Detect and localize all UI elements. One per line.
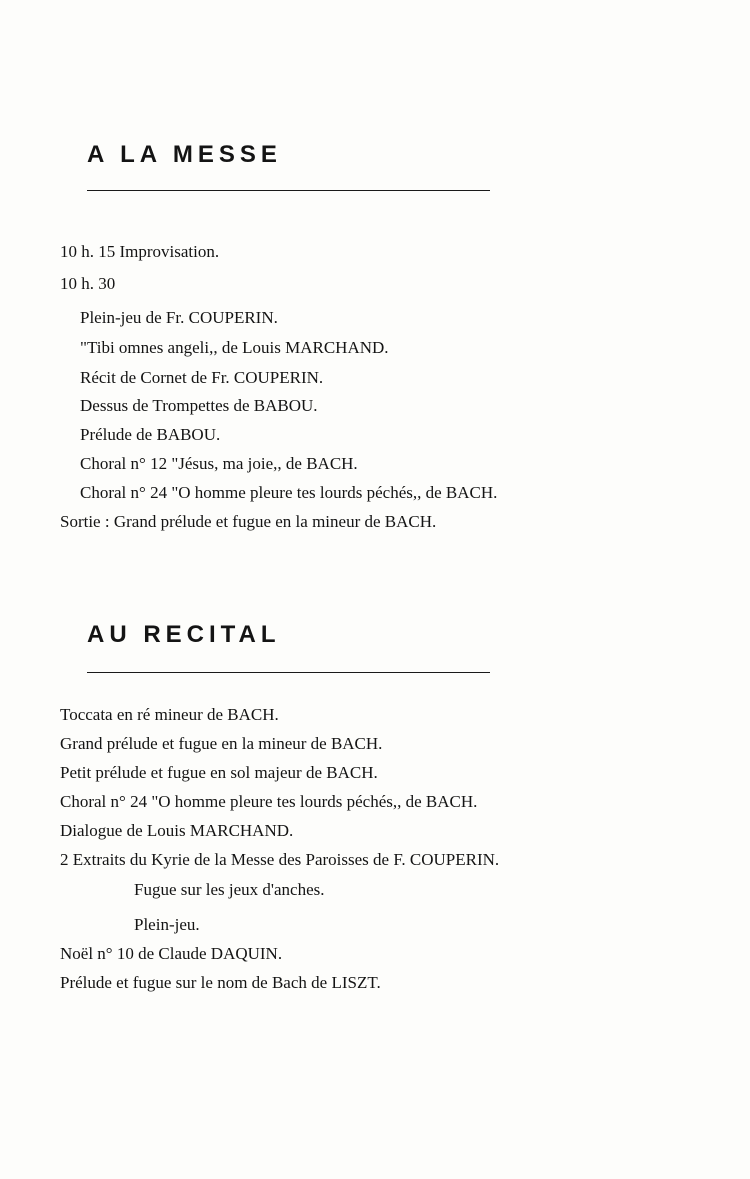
recital-line-2: Grand prélude et fugue en la mineur de BACH.: [60, 734, 383, 753]
recital-line-8: Plein-jeu.: [134, 915, 200, 934]
messe-line-3: Plein-jeu de Fr. COUPERIN.: [80, 308, 278, 327]
recital-line-9: Noël n° 10 de Claude DAQUIN.: [60, 944, 283, 963]
messe-line-5: Récit de Cornet de Fr. COUPERIN.: [80, 368, 324, 387]
recital-line-1: Toccata en ré mineur de BACH.: [60, 705, 279, 724]
recital-line-3: Petit prélude et fugue en sol majeur de BACH.: [60, 763, 378, 782]
recital-line-4: Choral n° 24 "O homme pleure tes lourds péchés,, de BACH.: [60, 792, 478, 811]
recital-line-7: Fugue sur les jeux d'anches.: [134, 880, 325, 899]
section-divider-messe: [87, 190, 490, 191]
section-divider-recital: [87, 672, 490, 673]
recital-line-10: Prélude et fugue sur le nom de Bach de LISZT.: [60, 973, 381, 992]
messe-line-6: Dessus de Trompettes de BABOU.: [80, 396, 318, 415]
messe-line-2: 10 h. 30: [60, 274, 116, 293]
messe-line-9: Choral n° 24 "O homme pleure tes lourds péchés,, de BACH.: [80, 483, 498, 502]
recital-line-5: Dialogue de Louis MARCHAND.: [60, 821, 294, 840]
messe-line-4: "Tibi omnes angeli,, de Louis MARCHAND.: [80, 338, 389, 357]
section-title-recital: AU RECITAL: [87, 621, 281, 648]
messe-line-10: Sortie : Grand prélude et fugue en la mineur de BACH.: [60, 512, 437, 531]
messe-line-7: Prélude de BABOU.: [80, 425, 221, 444]
messe-line-1: 10 h. 15 Improvisation.: [60, 242, 220, 261]
section-title-messe: A LA MESSE: [87, 141, 282, 168]
messe-line-8: Choral n° 12 "Jésus, ma joie,, de BACH.: [80, 454, 358, 473]
recital-line-6: 2 Extraits du Kyrie de la Messe des Paroisses de F. COUPERIN.: [60, 850, 500, 869]
